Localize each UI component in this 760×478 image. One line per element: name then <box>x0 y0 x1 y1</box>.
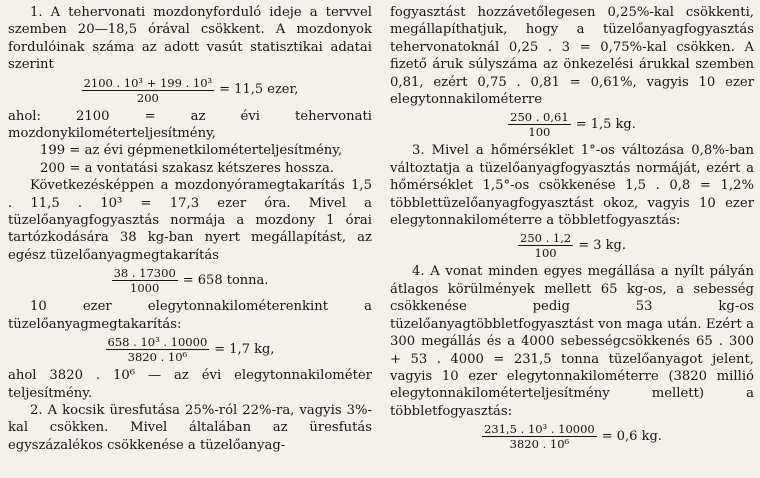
definition-200: 200 = a vontatási szakasz kétszeres hossza. <box>40 160 335 176</box>
fraction <box>508 110 571 139</box>
equation-empty-run <box>390 110 754 139</box>
equation-result: = 0,6 kg. <box>601 428 662 444</box>
numerator: 250 . 1,2 <box>520 231 572 246</box>
numerator: 658 . 10³ . 10000 <box>107 335 208 350</box>
paragraph-per-10k: 10 ezer elegytonnakilométerenkint a tüzelőanyagmegtakarítás: <box>8 299 372 332</box>
definition-2100: ahol: 2100 = az évi tehervonati mozdonykilométerteljesítmény, <box>8 108 372 142</box>
equation-per-10k <box>8 335 372 364</box>
paragraph-1: 1. A tehervonati mozdonyforduló ideje a tervvel szemben 20—18,5 órával csökkent. A mozdonyok fordulóinak száma az adott vasút statisztikai adatai szerint <box>8 5 372 73</box>
equation-result: = 658 tonna. <box>182 273 269 289</box>
equation-stops <box>390 422 754 451</box>
right-column <box>390 4 754 454</box>
equation-result: = 1,7 kg, <box>214 341 275 357</box>
equation-result: = 3 kg. <box>578 238 626 254</box>
denominator: 100 <box>528 125 551 140</box>
fraction <box>106 335 210 364</box>
equation-locomotive-turns <box>8 76 372 105</box>
equation-temperature <box>390 231 754 260</box>
definition-199: 199 = az évi gépmenetkilométerteljesítmény, <box>40 143 343 159</box>
denominator: 1000 <box>130 281 160 296</box>
numerator: 38 . 17300 <box>113 266 176 281</box>
denominator: 100 <box>534 246 557 261</box>
fraction <box>82 76 215 105</box>
definition-3820: ahol 3820 . 10⁶ — az évi elegytonnakilométer teljesítmény. <box>8 368 372 401</box>
equation-result: = 11,5 ezer, <box>219 82 299 98</box>
paragraph-2: 2. A kocsik üresfutása 25%-ról 22%-ra, vagyis 3%-kal csökken. Mivel általában az üresfutás egyszázalékos csökkenése a tüzelőanyag- <box>8 402 372 453</box>
numerator: 250 . 0,61 <box>510 110 569 125</box>
numerator: 231,5 . 10³ . 10000 <box>484 422 595 437</box>
fraction <box>482 422 597 451</box>
equation-fuel-savings <box>8 266 372 295</box>
numerator: 2100 . 10³ + 199 . 10³ <box>83 75 213 90</box>
denominator: 3820 . 10⁶ <box>509 437 570 452</box>
denominator: 3820 . 10⁶ <box>127 350 188 365</box>
paragraph-continued: fogyasztást hozzávetőlegesen 0,25%-kal csökkenti, megállapíthatjuk, hogy a tüzelőanyagfogyasztás tehervonatoknál 0,25 . 3 = 0,75%-kal csökken. A fizető áruk súlyszáma az önkezelési árukkal szemben 0,81, ezért 0,75 . 0,81 = 0,61%, vagyis 10 ezer elegytonnakilométerre <box>390 5 754 108</box>
paragraph-3: 3. Mivel a hőmérséklet 1°-os változása 0,8%-ban változtatja a tüzelőanyagfogyasztás normáját, ezért a hőmérséklet 1,5°-os csökkenése 1,5 . 0,8 = 1,2% többlettüzelőanyagfogyasztást okoz, vagyis 10 ezer elegytonnakilométerre a többletfogyasztás: <box>390 143 754 229</box>
paragraph-savings: Következésképpen a mozdonyóramegtakarítás 1,5 . 11,5 . 10³ = 17,3 ezer óra. Mivel a tüzelőanyagfogyasztás normája a mozdony 1 órai tartózkodására 38 kg-ban nyert megállapítást, az egész tüzelőanyagmegtakarítás <box>8 178 372 263</box>
fraction <box>518 231 573 260</box>
equation-result: = 1,5 kg. <box>575 117 636 133</box>
paragraph-4: 4. A vonat minden egyes megállása a nyílt pályán átlagos körülmények mellett 65 kg-os, a sebesség csökkenése pedig 53 kg-os tüzelőanyagtöbbletfogyasztást von maga után. Ezért a 300 megállás és a 4000 sebességcsökkenés 65 . 300 + 53 . 4000 = 231,5 tonna tüzelőanyagot jelent, vagyis 10 ezer elegytonnakilométerre (3820 millió elegytonnakilométerteljesítmény mellett) a többletfogyasztás: <box>390 264 754 419</box>
fraction <box>112 266 178 295</box>
left-column <box>8 4 372 454</box>
denominator: 200 <box>136 90 159 105</box>
